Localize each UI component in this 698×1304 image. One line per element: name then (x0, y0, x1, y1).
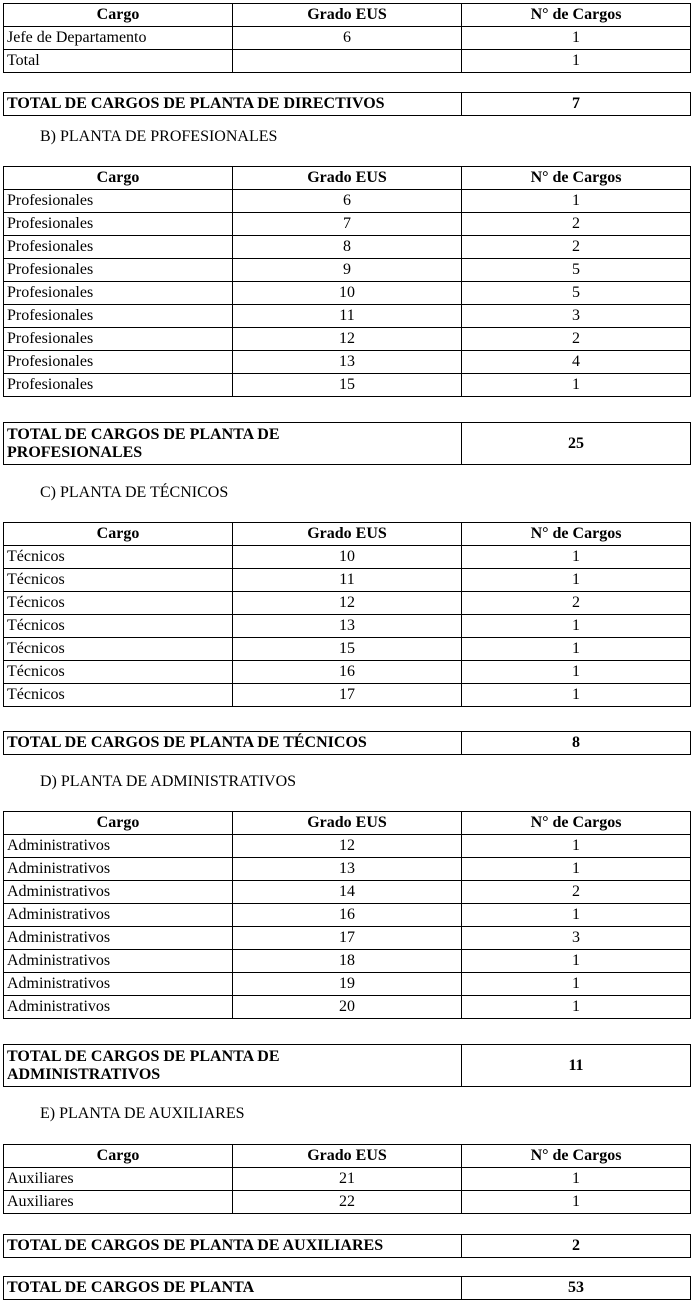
table-header-row (4, 167, 691, 190)
cell-num: 1 (462, 1168, 691, 1191)
header-num: N° de Cargos (462, 523, 691, 546)
header-cargo: Cargo (4, 523, 233, 546)
cell-cargo: Profesionales (4, 351, 233, 374)
cell-num: 1 (462, 1191, 691, 1214)
cell-num: 3 (462, 305, 691, 328)
cell-num: 2 (462, 328, 691, 351)
cell-num: 1 (462, 638, 691, 661)
table-header-row (4, 523, 691, 546)
cell-grado: 20 (233, 996, 462, 1019)
cell-grado: 16 (233, 904, 462, 927)
cell-num: 2 (462, 213, 691, 236)
cell-grado: 16 (233, 661, 462, 684)
cell-num: 1 (462, 50, 691, 73)
table-header-row (4, 812, 691, 835)
directivos-table (3, 3, 691, 73)
cell-num: 2 (462, 881, 691, 904)
table-row (4, 27, 691, 50)
cell-num: 1 (462, 950, 691, 973)
cell-grado: 12 (233, 328, 462, 351)
cell-num: 1 (462, 374, 691, 397)
cell-num: 1 (462, 546, 691, 569)
cell-cargo: Administrativos (4, 927, 233, 950)
cell-num: 2 (462, 592, 691, 615)
table-row (4, 592, 691, 615)
cell-grado: 17 (233, 684, 462, 707)
cell-grado: 13 (233, 615, 462, 638)
table-row (4, 904, 691, 927)
total-label (4, 1045, 462, 1087)
grand-total-label: TOTAL DE CARGOS DE PLANTA (4, 1277, 462, 1300)
cell-num: 1 (462, 904, 691, 927)
table-row (4, 973, 691, 996)
total-label-line2: ADMINISTRATIVOS (7, 1065, 161, 1083)
total-value: 7 (462, 93, 691, 116)
cell-cargo: Profesionales (4, 374, 233, 397)
header-grado: Grado EUS (233, 1145, 462, 1168)
cell-num: 1 (462, 858, 691, 881)
table-header-row (4, 4, 691, 27)
profesionales-total-table (3, 422, 691, 465)
cell-grado: 7 (233, 213, 462, 236)
cell-grado (233, 50, 462, 73)
cell-grado: 10 (233, 282, 462, 305)
table-header-row (4, 1145, 691, 1168)
cell-grado: 6 (233, 190, 462, 213)
cell-cargo: Técnicos (4, 592, 233, 615)
total-label-line2: PROFESIONALES (7, 443, 143, 461)
table-row (4, 259, 691, 282)
cell-num: 1 (462, 27, 691, 50)
cell-grado: 17 (233, 927, 462, 950)
cell-grado: 13 (233, 351, 462, 374)
header-grado: Grado EUS (233, 167, 462, 190)
cell-grado: 18 (233, 950, 462, 973)
header-grado: Grado EUS (233, 523, 462, 546)
tecnicos-total-table (3, 731, 691, 755)
header-num: N° de Cargos (462, 812, 691, 835)
cell-cargo: Auxiliares (4, 1191, 233, 1214)
table-row (4, 282, 691, 305)
cell-grado: 22 (233, 1191, 462, 1214)
cell-cargo: Técnicos (4, 684, 233, 707)
cell-num: 1 (462, 973, 691, 996)
table-row (4, 638, 691, 661)
total-label (4, 423, 462, 465)
table-row (4, 927, 691, 950)
table-row (4, 569, 691, 592)
cell-grado: 10 (233, 546, 462, 569)
cell-grado: 13 (233, 858, 462, 881)
table-row (4, 351, 691, 374)
table-row (4, 305, 691, 328)
total-value: 2 (462, 1235, 691, 1258)
cell-num: 1 (462, 569, 691, 592)
cell-cargo: Técnicos (4, 615, 233, 638)
cell-grado: 21 (233, 1168, 462, 1191)
cell-grado: 12 (233, 592, 462, 615)
table-row (4, 374, 691, 397)
cell-cargo: Jefe de Departamento (4, 27, 233, 50)
cell-num: 3 (462, 927, 691, 950)
cell-num: 1 (462, 835, 691, 858)
total-label: TOTAL DE CARGOS DE PLANTA DE TÉCNICOS (4, 732, 462, 755)
cell-grado: 15 (233, 374, 462, 397)
cell-cargo: Profesionales (4, 236, 233, 259)
administrativos-table (3, 811, 691, 1019)
cell-num: 1 (462, 996, 691, 1019)
table-row (4, 1168, 691, 1191)
cell-cargo: Administrativos (4, 835, 233, 858)
total-value: 25 (462, 423, 691, 465)
header-grado: Grado EUS (233, 4, 462, 27)
cell-cargo: Profesionales (4, 190, 233, 213)
cell-grado: 19 (233, 973, 462, 996)
cell-cargo: Auxiliares (4, 1168, 233, 1191)
cell-grado: 11 (233, 305, 462, 328)
cell-cargo: Profesionales (4, 213, 233, 236)
header-num: N° de Cargos (462, 4, 691, 27)
header-cargo: Cargo (4, 4, 233, 27)
header-num: N° de Cargos (462, 167, 691, 190)
cell-cargo: Administrativos (4, 996, 233, 1019)
cell-cargo: Técnicos (4, 661, 233, 684)
cell-cargo: Profesionales (4, 282, 233, 305)
cell-num: 1 (462, 684, 691, 707)
section-title-profesionales: B) PLANTA DE PROFESIONALES (40, 128, 278, 145)
cell-cargo: Administrativos (4, 950, 233, 973)
cell-cargo: Técnicos (4, 546, 233, 569)
cell-cargo: Administrativos (4, 973, 233, 996)
cell-num: 2 (462, 236, 691, 259)
section-title-auxiliares: E) PLANTA DE AUXILIARES (40, 1105, 245, 1122)
cell-cargo: Técnicos (4, 569, 233, 592)
header-cargo: Cargo (4, 812, 233, 835)
header-grado: Grado EUS (233, 812, 462, 835)
cell-grado: 15 (233, 638, 462, 661)
cell-num: 5 (462, 282, 691, 305)
table-row (4, 661, 691, 684)
cell-cargo: Técnicos (4, 638, 233, 661)
cell-cargo: Administrativos (4, 858, 233, 881)
table-row (4, 615, 691, 638)
table-row (4, 1191, 691, 1214)
total-label: TOTAL DE CARGOS DE PLANTA DE DIRECTIVOS (4, 93, 462, 116)
table-row (4, 50, 691, 73)
administrativos-total-table (3, 1044, 691, 1087)
cell-num: 1 (462, 190, 691, 213)
cell-grado: 14 (233, 881, 462, 904)
cell-num: 1 (462, 615, 691, 638)
cell-cargo: Profesionales (4, 305, 233, 328)
tecnicos-table (3, 522, 691, 707)
cell-cargo: Profesionales (4, 328, 233, 351)
table-row (4, 236, 691, 259)
header-num: N° de Cargos (462, 1145, 691, 1168)
total-label: TOTAL DE CARGOS DE PLANTA DE AUXILIARES (4, 1235, 462, 1258)
total-value: 11 (462, 1045, 691, 1087)
grand-total-table (3, 1276, 691, 1300)
header-cargo: Cargo (4, 167, 233, 190)
cell-num: 1 (462, 661, 691, 684)
cell-grado: 11 (233, 569, 462, 592)
grand-total-value: 53 (462, 1277, 691, 1300)
table-row (4, 213, 691, 236)
cell-cargo: Profesionales (4, 259, 233, 282)
table-row (4, 858, 691, 881)
cell-cargo: Total (4, 50, 233, 73)
table-row (4, 835, 691, 858)
cell-grado: 8 (233, 236, 462, 259)
cell-num: 5 (462, 259, 691, 282)
table-row (4, 190, 691, 213)
cell-grado: 6 (233, 27, 462, 50)
total-value: 8 (462, 732, 691, 755)
total-label-line1: TOTAL DE CARGOS DE PLANTA DE (7, 1047, 280, 1065)
table-row (4, 996, 691, 1019)
cell-num: 4 (462, 351, 691, 374)
header-cargo: Cargo (4, 1145, 233, 1168)
table-row (4, 684, 691, 707)
cell-grado: 12 (233, 835, 462, 858)
table-row (4, 546, 691, 569)
table-row (4, 881, 691, 904)
section-title-tecnicos: C) PLANTA DE TÉCNICOS (40, 484, 229, 501)
table-row (4, 328, 691, 351)
total-label-line1: TOTAL DE CARGOS DE PLANTA DE (7, 425, 280, 443)
cell-grado: 9 (233, 259, 462, 282)
cell-cargo: Administrativos (4, 904, 233, 927)
auxiliares-table (3, 1144, 691, 1214)
auxiliares-total-table (3, 1234, 691, 1258)
section-title-administrativos: D) PLANTA DE ADMINISTRATIVOS (40, 773, 297, 790)
cell-cargo: Administrativos (4, 881, 233, 904)
table-row (4, 950, 691, 973)
profesionales-table (3, 166, 691, 397)
directivos-total-table (3, 92, 691, 116)
